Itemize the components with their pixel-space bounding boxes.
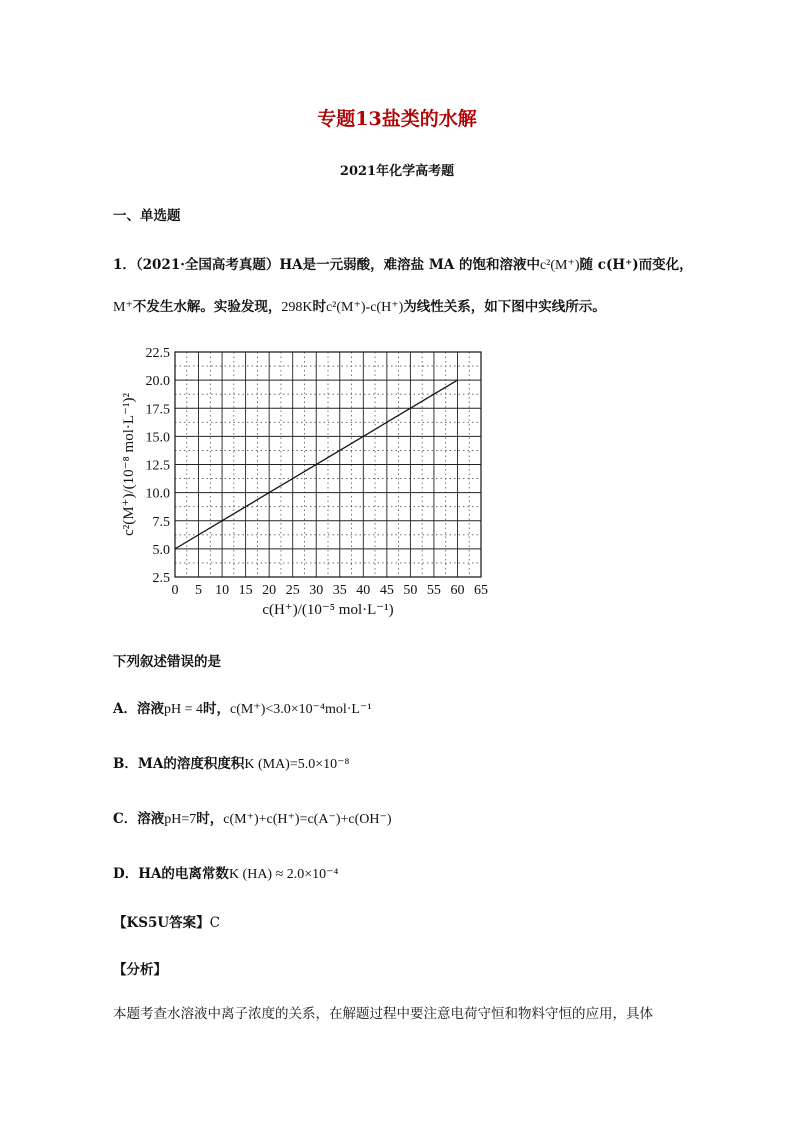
y-tick-label: 5.0 [152,542,170,558]
analysis-text: 本题考查水溶液中离子浓度的关系，在解题过程中要注意电荷守恒和物料守恒的应用，具体 [113,1006,653,1022]
y-tick-label: 15.0 [145,430,170,446]
x-tick-label: 5 [195,583,203,598]
question-1-line-1 [113,253,693,274]
x-tick-label: 25 [285,583,300,598]
option-a [113,697,372,718]
option-b-math: K (MA)=5.0×10⁻⁸ [244,757,350,772]
x-tick-label: 10 [215,583,230,598]
option-a-math-ph: pH = 4 [163,702,203,717]
x-tick-label: 40 [356,583,371,598]
option-c-mid: 时， [196,811,224,827]
page-title: 专题13盐类的水解 [317,108,477,130]
question-stem: 下列叙述错误的是 [113,654,221,670]
option-b [113,752,349,773]
q1-math-relation: c²(M⁺)-c(H⁺) [325,300,404,315]
answer-label: 【KS5U答案】 [113,915,210,931]
y-tick-label: 10.0 [145,486,170,502]
option-c-math-ph: pH=7 [164,812,197,827]
q1-text-b: 随 c(H⁺)而变化， [579,257,693,273]
q1-text-a: 1．（2021·全国高考真题）HA是一元弱酸，难溶盐 MA 的饱和溶液中 [113,257,540,273]
option-a-label: A．溶液 [113,701,164,717]
y-tick-label: 20.0 [145,374,170,390]
x-tick-label: 0 [171,583,179,598]
x-tick-label: 15 [238,583,253,598]
q1-text-e: 为线性关系，如下图中实线所示。 [403,299,606,315]
x-tick-label: 60 [450,583,465,598]
section-heading: 一、单选题 [113,208,181,224]
option-d [113,862,338,883]
x-tick-label: 65 [474,583,488,598]
option-a-math-conc: c(M⁺)<3.0×10⁻⁴mol·L⁻¹ [230,702,372,717]
analysis-label: 【分析】 [113,962,167,978]
page-subtitle: 2021年化学高考题 [339,164,455,179]
x-tick-label: 45 [379,583,394,598]
x-axis-label: c(H⁺)/(10⁻⁵ mol·L⁻¹) [262,602,394,618]
x-tick-label: 30 [309,583,324,598]
x-tick-label: 35 [332,583,347,598]
x-tick-label: 55 [426,583,441,598]
y-tick-label: 17.5 [145,402,170,418]
question-1-line-2 [113,295,606,316]
q1-text-d: 时 [312,299,326,315]
y-tick-label: 7.5 [152,514,170,530]
option-a-mid: 时， [203,701,230,717]
x-tick-label: 20 [262,583,277,598]
option-c [113,807,392,828]
q1-math-temp: 298K [281,300,313,315]
y-tick-label: 2.5 [152,571,170,586]
option-c-math-charge: c(M⁺)+c(H⁺)=c(A⁻)+c(OH⁻) [223,812,392,827]
option-c-label: C．溶液 [113,811,165,827]
answer-value: C [209,915,220,931]
line-chart [108,340,508,630]
q1-math-m: M⁺ [113,300,133,315]
answer-line [113,911,220,931]
y-tick-label: 22.5 [145,346,170,361]
y-axis-label: c²(M⁺)/(10⁻⁸ mol·L⁻¹)² [121,393,137,536]
x-tick-label: 50 [403,583,418,598]
option-d-math: K (HA) ≈ 2.0×10⁻⁴ [228,867,339,882]
option-b-label: B．MA的溶度积度积 [113,756,245,772]
q1-math-c2m: c²(M⁺) [539,258,580,273]
y-tick-label: 12.5 [145,458,170,474]
q1-text-c: 不发生水解。实验发现， [132,299,282,315]
option-d-label: D．HA的电离常数 [113,866,229,882]
